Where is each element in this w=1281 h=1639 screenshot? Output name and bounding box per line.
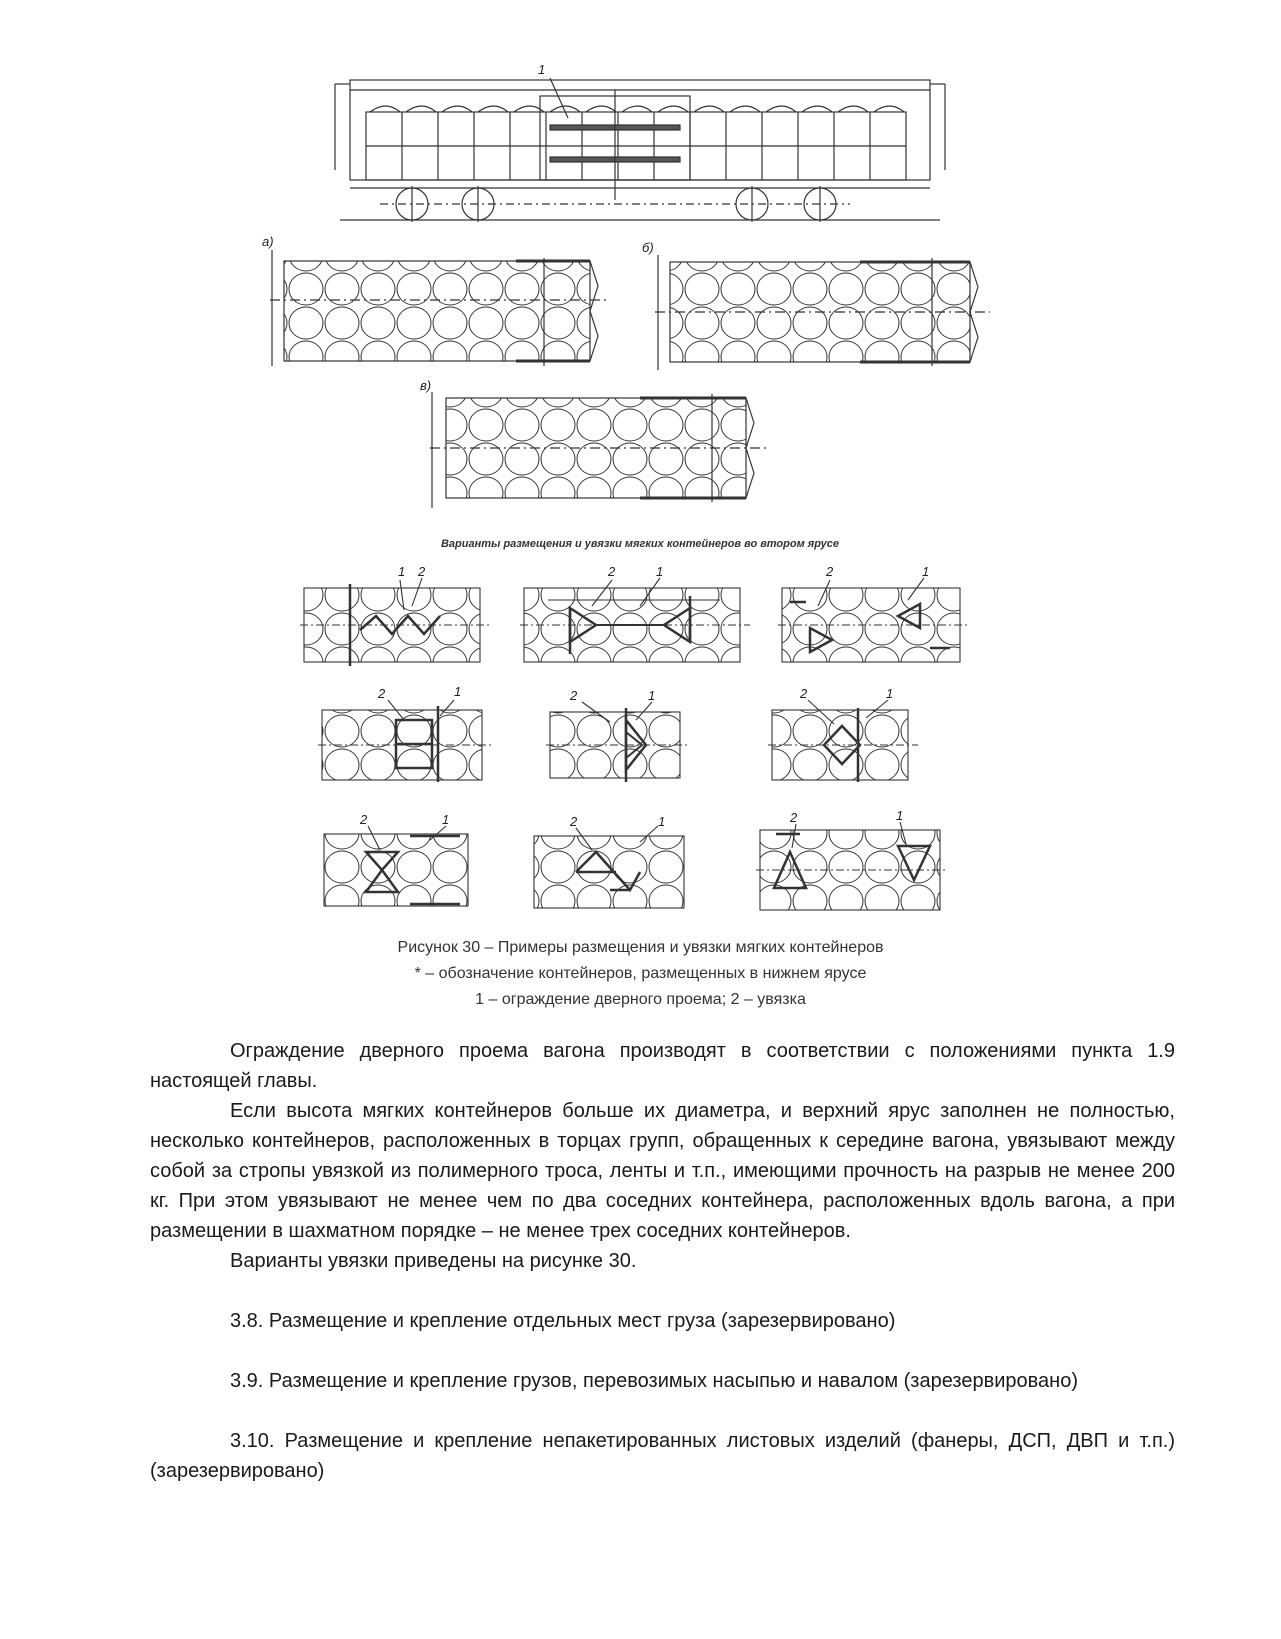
panel-a-plan [270, 250, 610, 366]
panel-v-plan [430, 392, 770, 508]
paragraph-tie-ref: Варианты увязки приведены на рисунке 30. [230, 1250, 637, 1272]
section-3-9: 3.9. Размещение и крепление грузов, перевозимых насыпью и навалом (зарезервировано) [230, 1370, 1078, 1392]
figure-note: * – обозначение контейнеров, размещенных в нижнем ярусе [414, 965, 867, 982]
r3c3-callout-1: 1 [896, 808, 904, 823]
paragraph-door-fence: Ограждение дверного проема вагона производят в соответствии с положениями пункта 1.9 настоящей главы. [150, 1040, 1175, 1092]
r1c1-callout-2: 2 [418, 564, 426, 579]
figure-title: Рисунок 30 – Примеры размещения и увязки мягких контейнеров [397, 939, 884, 956]
r1c3-callout-1: 1 [922, 564, 930, 579]
wagon-callout-1: 1 [538, 62, 546, 77]
tie-variant-r3c3 [756, 822, 948, 910]
section-3-8: 3.8. Размещение и крепление отдельных мест груза (зарезервировано) [230, 1310, 896, 1332]
tie-variant-r1c1 [300, 578, 490, 666]
panel-b-label: б) [642, 240, 654, 255]
tie-variant-r3c2 [534, 826, 684, 908]
r3c1-callout-2: 2 [360, 812, 368, 827]
paragraph-tie-rules: Если высота мягких контейнеров больше их диаметра, и верхний ярус заполнен не полностью, несколько контейнеров, расположенных в торцах групп, обращенных к середине вагона, увязывают между собой за стропы увязкой из полимерного троса, ленты и т.п., имеющими прочность на разрыв не менее 200 кг. При этом увязывают не менее чем по два соседних контейнера, расположенных вдоль вагона, а при размещении в шахматном порядке – не менее трех соседних контейнеров. [150, 1100, 1175, 1242]
r3c2-callout-1: 1 [658, 814, 666, 829]
r2c1-callout-2: 2 [378, 686, 386, 701]
r1c2-callout-1: 1 [656, 564, 664, 579]
r3c3-callout-2: 2 [790, 810, 798, 825]
tie-variant-r1c3 [778, 578, 970, 662]
figure-subtitle: Варианты размещения и увязки мягких контейнеров во втором ярусе [440, 538, 840, 550]
figure-caption [0, 935, 1281, 1013]
r3c2-callout-2: 2 [570, 814, 578, 829]
tie-variant-r2c3 [768, 700, 918, 782]
panel-b-plan [655, 255, 990, 370]
body-text [150, 1036, 1175, 1486]
panel-v-label: в) [420, 378, 432, 393]
tie-variant-r2c1 [318, 700, 492, 782]
tie-variant-r3c1 [324, 826, 468, 906]
tie-variant-r1c2 [520, 578, 750, 662]
r3c1-callout-1: 1 [442, 812, 450, 827]
figure-legend: 1 – ограждение дверного проема; 2 – увязка [475, 991, 806, 1008]
r2c1-callout-1: 1 [454, 684, 462, 699]
panel-a-label: а) [262, 234, 274, 249]
wagon-side-view [335, 78, 945, 222]
section-3-10: 3.10. Размещение и крепление непакетированных листовых изделий (фанеры, ДСП, ДВП и т.п.) (зарезервировано) [150, 1430, 1175, 1482]
r2c2-callout-1: 1 [648, 688, 656, 703]
r2c3-callout-1: 1 [886, 686, 894, 701]
r1c1-callout-1: 1 [398, 564, 406, 579]
r2c2-callout-2: 2 [570, 688, 578, 703]
r1c3-callout-2: 2 [826, 564, 834, 579]
r2c3-callout-2: 2 [800, 686, 808, 701]
tie-variant-r2c2 [546, 702, 690, 782]
r1c2-callout-2: 2 [608, 564, 616, 579]
